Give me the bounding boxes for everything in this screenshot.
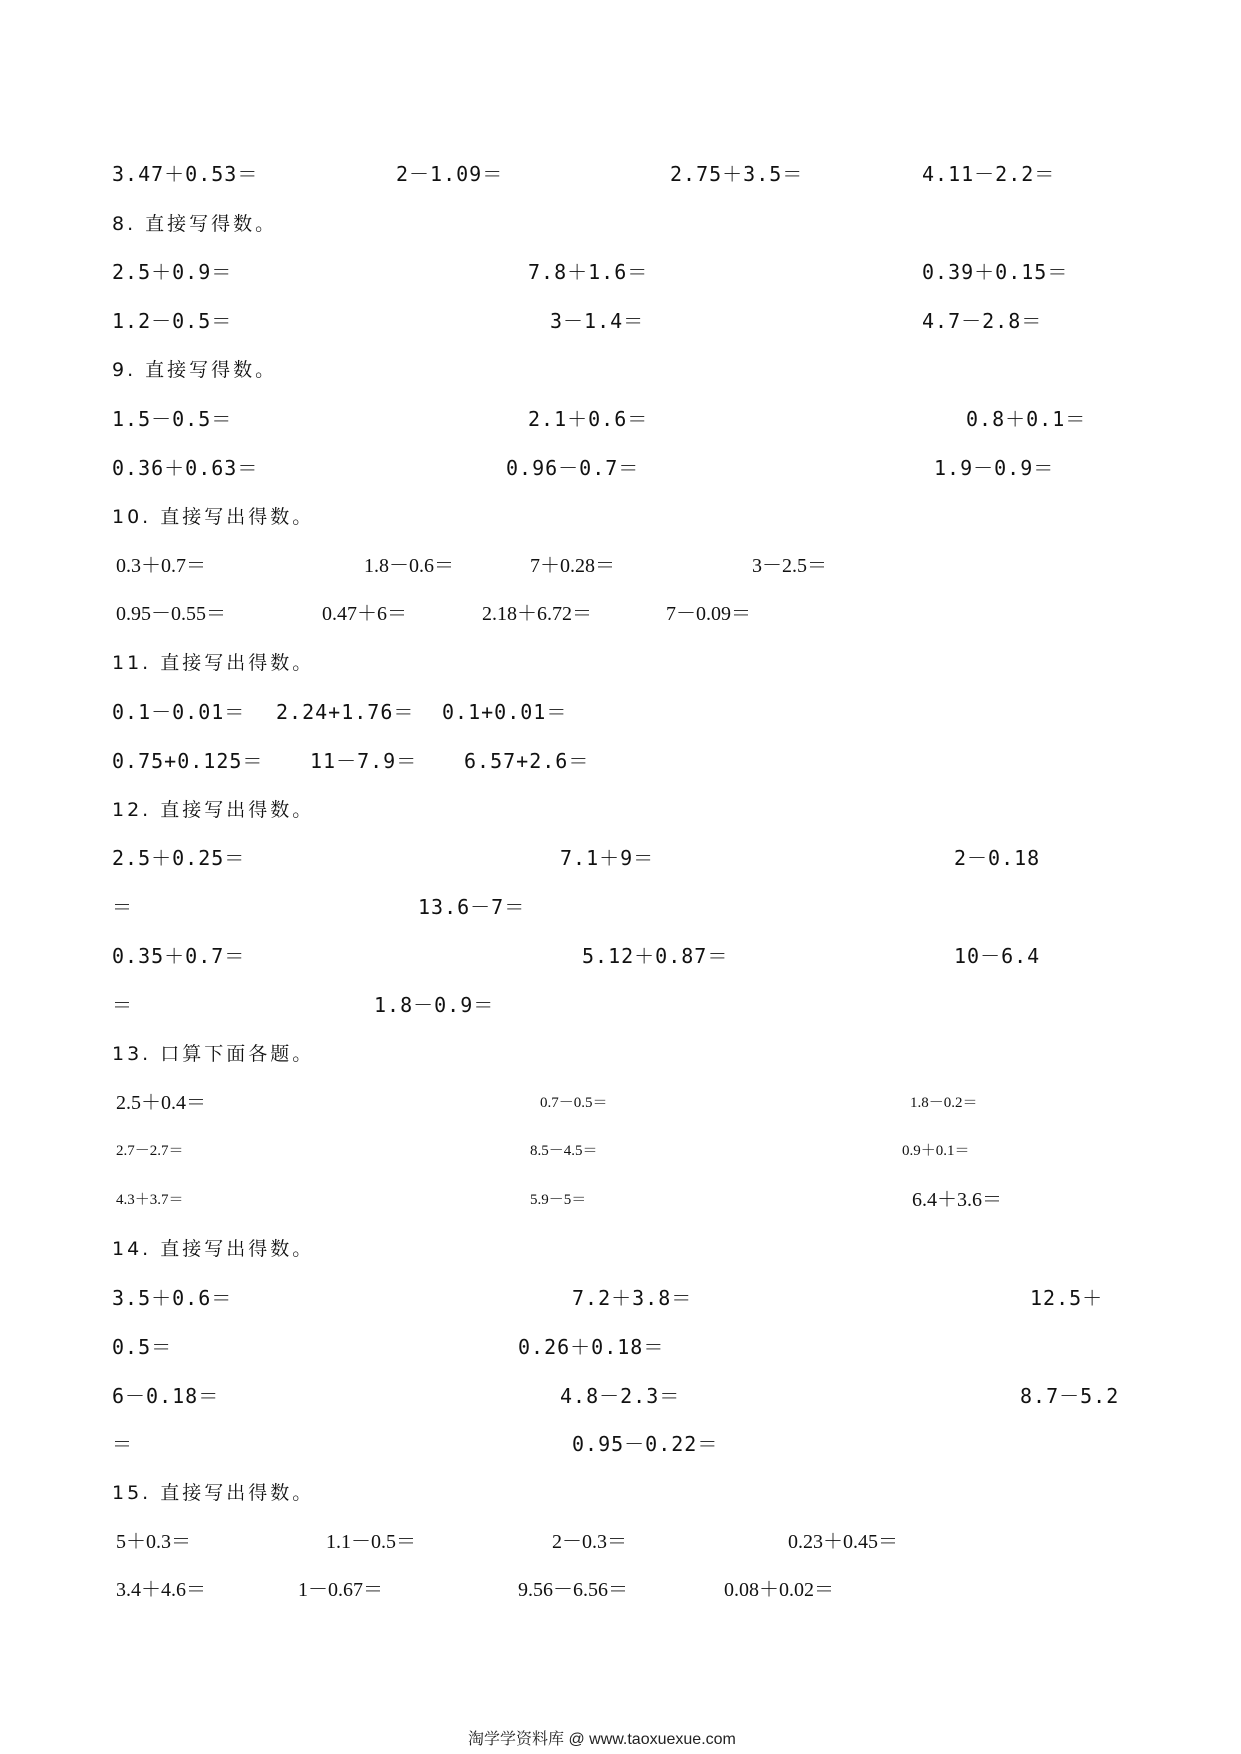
problem: 2－1.09＝ bbox=[396, 162, 504, 186]
problem: 6.57+2.6＝ bbox=[464, 749, 590, 773]
problem: 1.1－0.5＝ bbox=[326, 1531, 416, 1553]
problem: 9.56－6.56＝ bbox=[518, 1579, 628, 1601]
problem: 2.5＋0.4＝ bbox=[116, 1092, 206, 1114]
problem: 2.1＋0.6＝ bbox=[528, 407, 649, 431]
problem: 0.7－0.5＝ bbox=[540, 1095, 608, 1111]
problem: 5＋0.3＝ bbox=[116, 1531, 191, 1553]
problem: 1.8－0.6＝ bbox=[364, 555, 454, 577]
problem: 7.2＋3.8＝ bbox=[572, 1286, 693, 1310]
problem: 1.9－0.9＝ bbox=[934, 456, 1055, 480]
problem: 0.23＋0.45＝ bbox=[788, 1531, 898, 1553]
problem: 11－7.9＝ bbox=[310, 749, 418, 773]
problem: 10－6.4 bbox=[954, 944, 1041, 968]
problem: 0.47＋6＝ bbox=[322, 603, 407, 625]
problem: 6－0.18＝ bbox=[112, 1384, 220, 1408]
problem: 2－0.18 bbox=[954, 846, 1041, 870]
problem: 0.8＋0.1＝ bbox=[966, 407, 1087, 431]
problem: 1.2－0.5＝ bbox=[112, 309, 233, 333]
problem: ＝ bbox=[112, 993, 133, 1017]
problem: 1.5－0.5＝ bbox=[112, 407, 233, 431]
problem: 8.7－5.2 bbox=[1020, 1384, 1120, 1408]
problem: 5.9－5＝ bbox=[530, 1192, 587, 1208]
problem: ＝ bbox=[112, 1432, 133, 1456]
problem: 2.7－2.7＝ bbox=[116, 1143, 184, 1159]
problem: 3.47＋0.53＝ bbox=[112, 162, 259, 186]
problem: 7＋0.28＝ bbox=[530, 555, 615, 577]
problem: 0.5＝ bbox=[112, 1335, 173, 1359]
problem: 5.12＋0.87＝ bbox=[582, 944, 729, 968]
problem: ＝ bbox=[112, 895, 133, 919]
problem: 0.95－0.22＝ bbox=[572, 1432, 719, 1456]
section-heading: 8. 直接写得数。 bbox=[112, 213, 278, 235]
problem: 3－1.4＝ bbox=[550, 309, 645, 333]
problem: 0.3＋0.7＝ bbox=[116, 555, 206, 577]
section-heading: 9. 直接写得数。 bbox=[112, 359, 278, 381]
problem: 4.3＋3.7＝ bbox=[116, 1192, 184, 1208]
problem: 1.8－0.9＝ bbox=[374, 993, 495, 1017]
problem: 2.24+1.76＝ bbox=[276, 700, 415, 724]
problem: 0.96－0.7＝ bbox=[506, 456, 640, 480]
footer-watermark: 淘学学资料库 @ www.taoxuexue.com bbox=[468, 1731, 736, 1748]
problem: 2.5＋0.25＝ bbox=[112, 846, 246, 870]
problem: 0.75+0.125＝ bbox=[112, 749, 264, 773]
problem: 8.5－4.5＝ bbox=[530, 1143, 598, 1159]
problem: 0.39＋0.15＝ bbox=[922, 260, 1069, 284]
problem: 4.7－2.8＝ bbox=[922, 309, 1043, 333]
problem: 3.4＋4.6＝ bbox=[116, 1579, 206, 1601]
section-heading: 13. 口算下面各题。 bbox=[112, 1043, 315, 1065]
problem: 12.5＋ bbox=[1030, 1286, 1104, 1310]
section-heading: 14. 直接写出得数。 bbox=[112, 1238, 315, 1260]
section-heading: 15. 直接写出得数。 bbox=[112, 1482, 315, 1504]
section-heading: 10. 直接写出得数。 bbox=[112, 506, 315, 528]
section-heading: 12. 直接写出得数。 bbox=[112, 799, 315, 821]
problem: 2.18＋6.72＝ bbox=[482, 603, 592, 625]
problem: 13.6－7＝ bbox=[418, 895, 526, 919]
problem: 4.8－2.3＝ bbox=[560, 1384, 681, 1408]
problem: 0.08＋0.02＝ bbox=[724, 1579, 834, 1601]
problem: 0.1－0.01＝ bbox=[112, 700, 246, 724]
problem: 2.75＋3.5＝ bbox=[670, 162, 804, 186]
problem: 0.36＋0.63＝ bbox=[112, 456, 259, 480]
problem: 2.5＋0.9＝ bbox=[112, 260, 233, 284]
problem: 0.95－0.55＝ bbox=[116, 603, 226, 625]
problem: 0.26＋0.18＝ bbox=[518, 1335, 665, 1359]
problem: 3－2.5＝ bbox=[752, 555, 827, 577]
problem: 0.1+0.01＝ bbox=[442, 700, 568, 724]
problem: 7.1＋9＝ bbox=[560, 846, 655, 870]
problem: 1－0.67＝ bbox=[298, 1579, 383, 1601]
problem: 7－0.09＝ bbox=[666, 603, 751, 625]
section-heading: 11. 直接写出得数。 bbox=[112, 652, 315, 674]
problem: 7.8＋1.6＝ bbox=[528, 260, 649, 284]
problem: 0.9＋0.1＝ bbox=[902, 1143, 970, 1159]
problem: 1.8－0.2＝ bbox=[910, 1095, 978, 1111]
problem: 6.4＋3.6＝ bbox=[912, 1189, 1002, 1211]
problem: 0.35＋0.7＝ bbox=[112, 944, 246, 968]
problem: 4.11－2.2＝ bbox=[922, 162, 1056, 186]
problem: 3.5＋0.6＝ bbox=[112, 1286, 233, 1310]
problem: 2－0.3＝ bbox=[552, 1531, 627, 1553]
